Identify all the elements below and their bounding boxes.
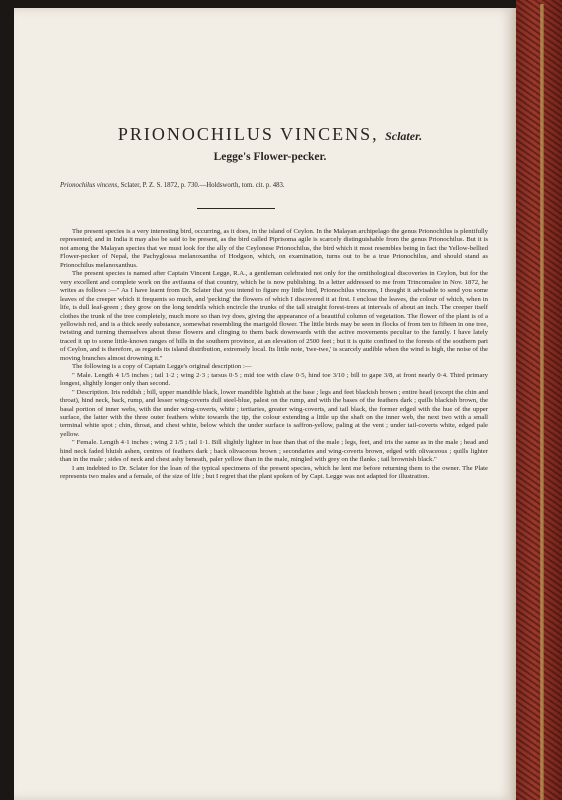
citation-species: Prionochilus vincens, bbox=[60, 182, 119, 189]
body-text bbox=[60, 228, 488, 482]
paragraph: I am indebted to Dr. Sclater for the loan of the typical specimens of the present species, which he lent me before returning them to the owner. The Plate represents two males and a female, of the size of life ; but I regret that the plant spoken of by Capt. Legge was not adapted for illustration. bbox=[60, 464, 488, 481]
gilt-edge bbox=[540, 4, 544, 800]
marbled-cover bbox=[516, 0, 562, 800]
paragraph: The following is a copy of Captain Legge's original description :— bbox=[72, 363, 252, 371]
citation bbox=[60, 182, 490, 189]
author-name: Sclater. bbox=[385, 129, 423, 143]
species-name: PRIONOCHILUS VINCENS, bbox=[117, 124, 379, 144]
page-title bbox=[60, 124, 480, 145]
paragraph: The present species is a very interesting bird, occurring, as it does, in the island of Ceylon. In the Malayan archipelago the genus Prionochilus is plentifully represented; and in India it may also be said to be present, as the bird called Piprisoma agile is scarcely distinguishable from the genus Prionochilus. But it is not among the Malayan species that we must look for the ally of the Ceylonese Prionochilus, the bird which it most resembles being in fact the Yellow-bellied Flower-pecker of Nepal, the Pachyglossa melanoxantha of Hodgson, which, on examination, turns out to be a true Prionochilus, and should stand as Prionochilus melanoxanthus. bbox=[60, 228, 488, 269]
section-rule bbox=[197, 208, 275, 209]
paragraph: The present species is named after Captain Vincent Legge, R.A., a gentleman celebrated not only for the ornithological discoveries in Ceylon, but for the very excellent and complete work on the avifauna of that country, which he is now publishing. In a letter addressed to me from Trincomalee in Nov. 1872, he writes as follows :—" As I have learnt from Dr. Sclater that you intend to figure my little bird, Prionochilus vincens, I thought it advisable to send you some leaves of the creeper which it frequents so much, and 'pecking' the flowers of which I discovered it at first. I enclose the leaves, the colour of which, when in life, is dull leaf-green ; they grow on the long tendrils which encircle the trunks of the tall straight forest-trees at intervals of about an inch. The creeper itself clothes the trunk of the tree completely, much more so than ivy does, giving the appearance of a beautiful column of vegetation. The flower of the plant is of a yellowish red, and is a thick seedy substance, somewhat resembling the marigold flower. The little birds may be seen in flocks of from ten to fifteen in one tree, twisting and turning themselves about these flowers and clinging to them back downwards with the active movements peculiar to the family. I have lately traced it up to some little-known ranges of hills in the southern province, at an elevation of 2500 feet ; but it is quite confined to the forests of the southern part of Ceylon, and is therefore, as regards its island distribution, extremely local. Its little note, 'twe-twe,' is scarcely audible when the wind is high, the noise of the moving branches almost drowning it." bbox=[60, 270, 488, 362]
paragraph: " Description. Iris reddish ; bill, upper mandible black, lower mandible lightish at the base ; legs and feet blackish brown ; entire head (except the chin and throat), hind neck, back, rump, and lesser wing-coverts dull steel-blue, palest on the rump, and with the bases of the feathers dark ; quills blackish brown, the basal portion of inner webs, with the under wing-coverts, white ; tertiaries, greater wing-coverts, and tail black, the former edged with the hue of the upper surface, the latter with the three outer feathers white towards the tip, the colour extending a little up the shaft on the inner web, the next two with a small terminal white spot ; chin, throat, and chest white, below which the under surface is saffron-yellow, paling at the vent ; under tail-coverts white, edged pale yellow. bbox=[60, 388, 488, 438]
citation-text: Sclater, P. Z. S. 1872, p. 730.—Holdsworth, tom. cit. p. 483. bbox=[120, 182, 285, 189]
paragraph: " Male. Length 4 1/5 inches ; tail 1·2 ; wing 2·3 ; tarsus 0·5 ; mid toe with claw 0·5, hind toe 3/10 ; bill to gape 3/8, at front nearly 0·4. Third primary longest, slightly longer only than second. bbox=[60, 371, 488, 388]
common-name: Legge's Flower-pecker. bbox=[213, 151, 327, 163]
paragraph: " Female. Length 4·1 inches ; wing 2 1/5 ; tail 1·1. Bill slightly lighter in hue than that of the male ; legs, feet, and iris the same as in the male ; head and hind neck faded bluish ashen, centres of feathers dark ; back olivaceous brown ; secondaries and wing-coverts brown, edged with olivaceous ; quills lighter than in the male ; sides of neck and chest ashy beneath, paler yellow than in the male, mingled with grey on the flanks ; tail brownish black." bbox=[60, 439, 488, 464]
